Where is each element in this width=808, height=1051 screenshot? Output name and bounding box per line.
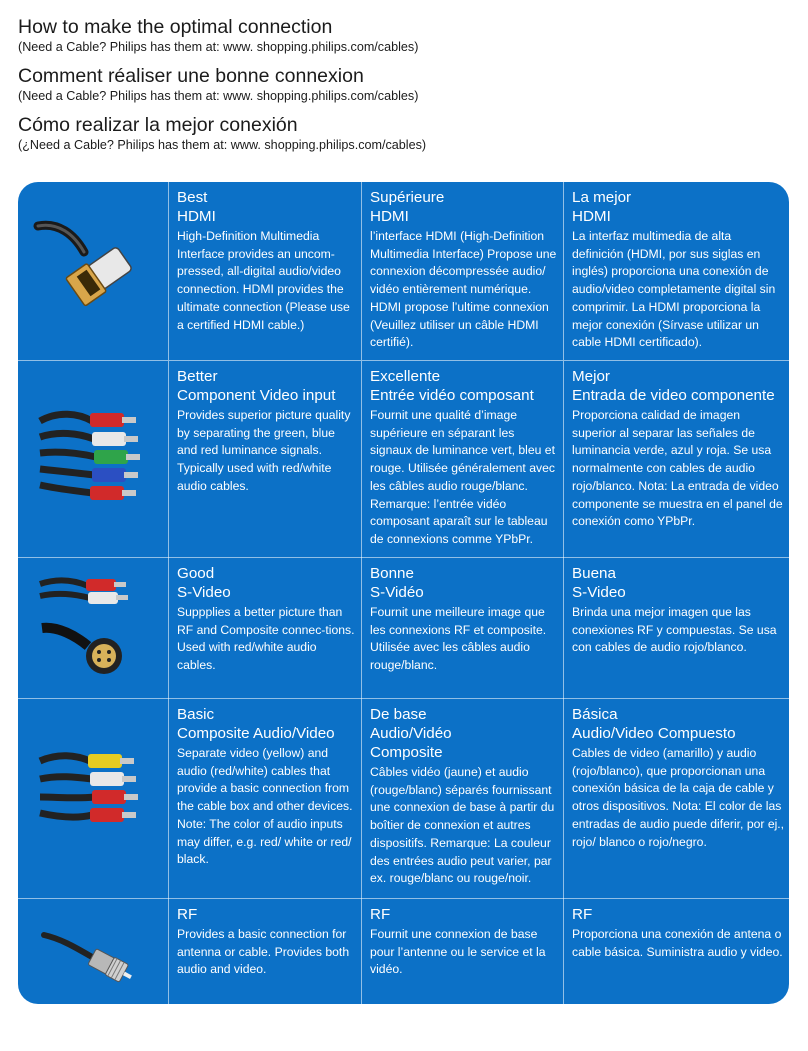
rank-label: Supérieure	[370, 189, 445, 206]
subheading: (Need a Cable? Philips has them at: www. shopping.philips.com/cables)	[18, 89, 419, 103]
subheading: (¿Need a Cable? Philips has them at: www. shopping.philips.com/cables)	[18, 138, 427, 152]
rank-label: Buena	[572, 565, 616, 582]
cell-french	[361, 899, 563, 1004]
cell-spanish	[563, 899, 789, 1004]
description: Separate video (yellow) and audio (red/white) cables that provide a basic connection from the cable box and other devices. Note: The color of audio inputs may differ, e.g. red/ white or red/ black.	[177, 746, 353, 867]
connection-type: S-Vidéo	[370, 584, 424, 601]
cell-english	[168, 699, 361, 899]
cell-english	[168, 361, 361, 558]
connection-type: Audio/Vidéo	[370, 725, 452, 742]
connection-type: Composite Audio/Video	[177, 725, 335, 742]
description: Fournit une qualité d’image supérieure en séparant les signaux de luminance vert, bleu et rouge. Utilisée généralement avec les câbles audio rouge/blanc. Remarque: l’entrée vidéo composant aparaît sur le tableau de connexions comme YPbPr.	[370, 408, 555, 546]
description: Cables de video (amarillo) y audio (rojo/blanco), que proporcionan una conexión básica de la caja de cable y otros dispositivos. Nota: El color de las entradas de audio puede diferir, por ej., rojo/ blanco o rojo/negro.	[572, 746, 785, 849]
composite-cable-icon	[18, 699, 168, 899]
description: l’interface HDMI (High-Definition Multimedia Interface) Propose une connexion décompressée audio/ vidéo entièrement numérique. HDMI propose l’ultime connexion (Veuillez utiliser un câble HDMI certifié).	[370, 229, 557, 350]
heading: How to make the optimal connection	[18, 16, 333, 38]
rank-label: Better	[177, 368, 218, 385]
description: La interfaz multimedia de alta definición (HDMI, por sus siglas en inglés) proporciona una conexión de audio/video completamente digital sin comprimir. La HDMI proporciona la mejor conexión (Sírvase utilizar un cable HDMI certificado).	[572, 229, 776, 350]
table-row	[18, 698, 789, 899]
heading: Comment réaliser une bonne connexion	[18, 65, 364, 87]
description: Fournit une meilleure image que les connexions RF et composite. Utilisée avec les câbles audio rouge/blanc.	[370, 605, 547, 673]
cell-french	[361, 558, 563, 699]
cell-english	[168, 558, 361, 699]
rank-label: Excellente	[370, 368, 441, 385]
cell-spanish	[563, 361, 789, 558]
rf-cable-icon	[18, 899, 168, 1004]
table-row	[18, 898, 789, 1004]
rank-label: Mejor	[572, 368, 610, 385]
component-cable-icon	[18, 361, 168, 558]
description: Câbles vidéo (jaune) et audio (rouge/blanc) séparés fournissant une connexion de base à partir du boîtier de connexion et autres dispositifs. Remarque: La couleur des entrées audio peut varier, par ex. rouge/blanc ou rouge/noir.	[370, 765, 555, 886]
cell-english	[168, 899, 361, 1004]
rank-label: RF	[177, 906, 198, 923]
description: Fournit une connexion de base pour l’antenne ou le service et la vidéo.	[370, 927, 546, 977]
cell-english	[168, 182, 361, 360]
cell-spanish	[563, 182, 789, 360]
connection-type: HDMI	[177, 208, 216, 225]
cell-spanish	[563, 699, 789, 899]
rank-label: La mejor	[572, 189, 632, 206]
rank-label: Basic	[177, 706, 215, 723]
heading: Cómo realizar la mejor conexión	[18, 114, 298, 136]
description: Brinda una mejor imagen que las conexiones RF y compuestas. Se usa con cables de audio rojo/blanco.	[572, 605, 777, 655]
rank-label: Bonne	[370, 565, 414, 582]
connection-type: Component Video input	[177, 387, 336, 404]
header-english	[18, 15, 418, 56]
connection-type: S-Video	[572, 584, 626, 601]
rank-label: Good	[177, 565, 215, 582]
connection-type: Audio/Video Compuesto	[572, 725, 736, 742]
cell-french	[361, 361, 563, 558]
rank-label: RF	[572, 906, 593, 923]
connection-type-line2: Composite	[370, 744, 443, 761]
cell-spanish	[563, 558, 789, 699]
rank-label: Best	[177, 189, 208, 206]
description: Suppplies a better picture than RF and Composite connec-tions. Used with red/white audio cables.	[177, 605, 355, 673]
description: Proporciona una conexión de antena o cable básica. Suministra audio y video.	[572, 927, 783, 959]
cell-french	[361, 182, 563, 360]
table-row	[18, 557, 789, 699]
rank-label: De base	[370, 706, 427, 723]
table-row	[18, 360, 789, 558]
connection-type: S-Video	[177, 584, 231, 601]
header-spanish	[18, 113, 426, 154]
connection-table	[18, 182, 789, 1004]
header-french	[18, 64, 418, 105]
rank-label: Básica	[572, 706, 618, 723]
table-row	[18, 182, 789, 360]
subheading: (Need a Cable? Philips has them at: www. shopping.philips.com/cables)	[18, 40, 419, 54]
cell-french	[361, 699, 563, 899]
connection-type: Entrada de video componente	[572, 387, 775, 404]
connection-type: HDMI	[370, 208, 409, 225]
description: Proporciona calidad de imagen superior al separar las señales de luminancia verde, azul y roja. Se usa normalmente con cables de audio rojo/blanco. Nota: La entrada de video componente se muestra en el panel de conexión como YPbPr.	[572, 408, 783, 529]
connection-type: Entrée vidéo composant	[370, 387, 534, 404]
rank-label: RF	[370, 906, 391, 923]
hdmi-cable-icon	[18, 182, 168, 360]
s-video-cable-icon	[18, 558, 168, 699]
connection-type: HDMI	[572, 208, 611, 225]
description: High-Definition Multimedia Interface provides an uncom-pressed, all-digital audio/video connection. HDMI provides the ultimate connection (Please use a certified HDMI cable.)	[177, 229, 350, 332]
description: Provides a basic connection for antenna or cable. Provides both audio and video.	[177, 927, 350, 977]
description: Provides superior picture quality by separating the green, blue and red luminance signals. Typically used with red/white audio cables.	[177, 408, 351, 493]
